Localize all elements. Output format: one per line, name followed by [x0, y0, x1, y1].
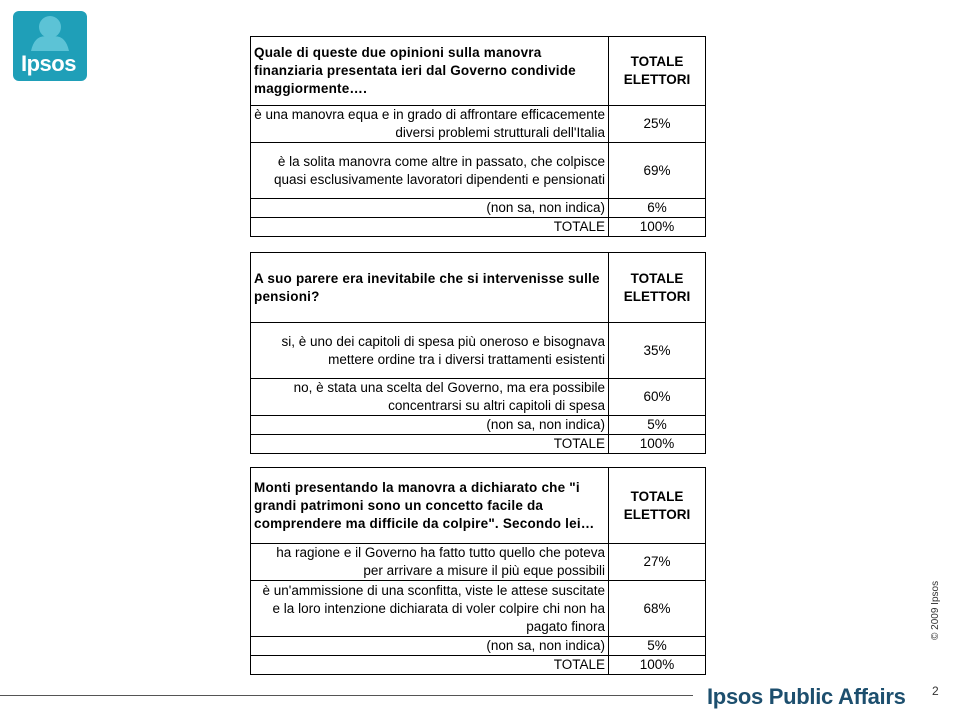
answer-label: (non sa, non indica)	[251, 199, 609, 218]
answer-value: 60%	[609, 379, 706, 416]
logo-text: Ipsos	[21, 51, 76, 76]
question-1: Quale di queste due opinioni sulla manovra finanziaria presentata ieri dal Governo condivide maggiormente….	[251, 37, 609, 106]
total-label: TOTALE	[251, 435, 609, 454]
total-value: 100%	[609, 435, 706, 454]
answer-label: (non sa, non indica)	[251, 637, 609, 656]
answer-label: si, è uno dei capitoli di spesa più oneroso e bisognava mettere ordine tra i diversi trattamenti esistenti	[251, 323, 609, 379]
answer-value: 25%	[609, 106, 706, 143]
answer-value: 68%	[609, 581, 706, 637]
total-label: TOTALE	[251, 218, 609, 237]
answer-label: (non sa, non indica)	[251, 416, 609, 435]
survey-table-3	[250, 467, 706, 675]
column-header-2: TOTALE ELETTORI	[609, 253, 706, 323]
survey-table-2	[250, 252, 706, 454]
question-3: Monti presentando la manovra a dichiarato che "i grandi patrimoni sono un concetto facile da comprendere ma difficile da colpire". Secondo lei…	[251, 468, 609, 544]
answer-value: 5%	[609, 416, 706, 435]
footer-divider	[0, 695, 693, 696]
ipsos-logo	[13, 11, 87, 81]
total-label: TOTALE	[251, 656, 609, 675]
answer-value: 35%	[609, 323, 706, 379]
answer-value: 69%	[609, 143, 706, 199]
column-header-3: TOTALE ELETTORI	[609, 468, 706, 544]
answer-value: 5%	[609, 637, 706, 656]
total-value: 100%	[609, 218, 706, 237]
answer-label: è un'ammissione di una sconfitta, viste le attese suscitate e la loro intenzione dichiarata di voler colpire chi non ha pagato finora	[251, 581, 609, 637]
question-2: A suo parere era inevitabile che si intervenisse sulle pensioni?	[251, 253, 609, 323]
column-header-1: TOTALE ELETTORI	[609, 37, 706, 106]
answer-label: è la solita manovra come altre in passato, che colpisce quasi esclusivamente lavoratori dipendenti e pensionati	[251, 143, 609, 199]
answer-label: no, è stata una scelta del Governo, ma era possibile concentrarsi su altri capitoli di spesa	[251, 379, 609, 416]
answer-label: ha ragione e il Governo ha fatto tutto quello che poteva per arrivare a misure il più eque possibili	[251, 544, 609, 581]
answer-value: 27%	[609, 544, 706, 581]
survey-table-1	[250, 36, 706, 237]
page-number: 2	[932, 684, 939, 698]
total-value: 100%	[609, 656, 706, 675]
answer-value: 6%	[609, 199, 706, 218]
answer-label: è una manovra equa e in grado di affrontare efficacemente diversi problemi strutturali dell'Italia	[251, 106, 609, 143]
brand-name: Ipsos Public Affairs	[707, 684, 906, 709]
copyright-notice: © 2009 Ipsos	[930, 580, 941, 640]
